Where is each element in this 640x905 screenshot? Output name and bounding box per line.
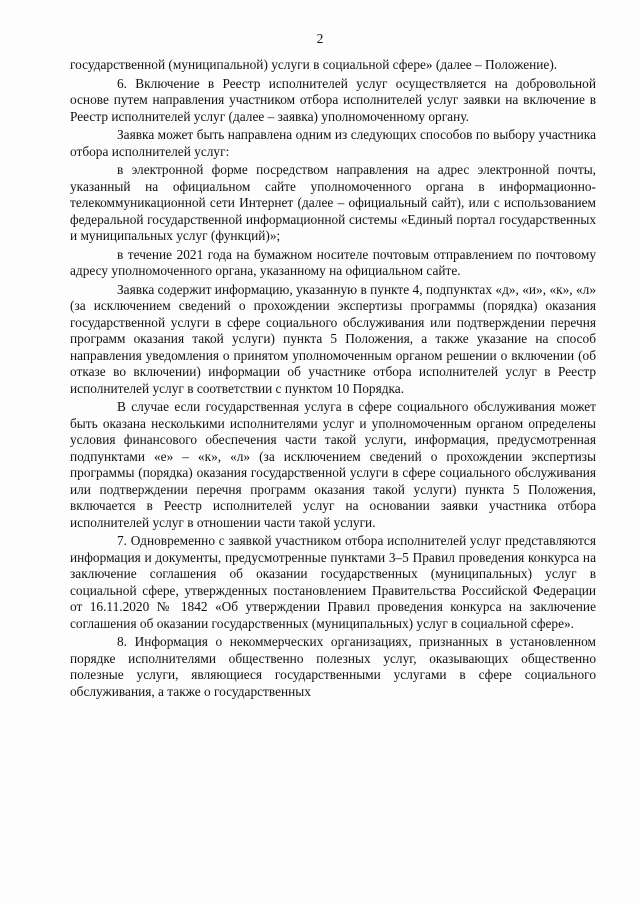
paragraph: Заявка содержит информацию, указанную в пункте 4, подпунктах «д», «и», «к», «л» (за исключением сведений о прохождении экспертизы программы (порядка) оказания государственной услуги в сфере социального обслуживания или подтверждении перечня программ оказания такой услуги) пункта 5 Положения, а также указание на способ направления уведомления о принятом уполномоченным органом решении о включении (об отказе во включении) информации об участнике отбора исполнителей услуг в Реестр исполнителей услуг в соответствии с пунктом 10 Порядка. xyxy=(70,281,596,396)
paragraph: 7. Одновременно с заявкой участником отбора исполнителей услуг представляются информация и документы, предусмотренные пунктами 3–5 Правил проведения конкурса на заключение соглашения об оказании государственных (муниципальных) услуг в социальной сфере, утвержденных постановлением Правительства Российской Федерации от 16.11.2020 № 1842 «Об утверждении Правил проведения конкурса на заключение соглашения об оказании государственных (муниципальных) услуг в социальной сфере». xyxy=(70,533,596,631)
document-body xyxy=(70,57,596,702)
page-number: 2 xyxy=(316,31,324,46)
paragraph: 8. Информация о некоммерческих организациях, признанных в установленном порядке исполнителями общественно полезных услуг, оказывающих общественно полезные услуги, являющиеся государственными услугами в сфере социального обслуживания, а также о государственных xyxy=(70,634,596,699)
paragraph: в электронной форме посредством направления на адрес электронной почты, указанный на официальном сайте уполномоченного органа в информационно-телекоммуникационной сети Интернет (далее – официальный сайт), или с использованием федеральной государственной информационной системы «Единый портал государственных и муниципальных услуг (функций)»; xyxy=(70,162,596,243)
paragraph: 6. Включение в Реестр исполнителей услуг осуществляется на добровольной основе путем направления участником отбора исполнителей услуг заявки на включение в Реестр исполнителей услуг (далее – заявка) уполномоченному органу. xyxy=(70,75,596,124)
paragraph: В случае если государственная услуга в сфере социального обслуживания может быть оказана несколькими исполнителями услуг и уполномоченным органом определены условия финансового обеспечения части такой услуги, информация, предусмотренная подпунктами «е» – «к», «л» (за исключением сведений о прохождении экспертизы программы (порядка) оказания государственной услуги в сфере социального обслуживания или подтверждении перечня программ оказания такой услуги) пункта 5 Положения, включается в Реестр исполнителей услуг на основании заявки участника отбора исполнителей услуг в отношении части такой услуги. xyxy=(70,399,596,530)
paragraph: Заявка может быть направлена одним из следующих способов по выбору участника отбора исполнителей услуг: xyxy=(70,127,596,159)
paragraph: в течение 2021 года на бумажном носителе почтовым отправлением по почтовому адресу уполномоченного органа, указанному на официальном сайте. xyxy=(70,246,596,278)
paragraph: государственной (муниципальной) услуги в социальной сфере» (далее – Положение). xyxy=(70,57,558,72)
